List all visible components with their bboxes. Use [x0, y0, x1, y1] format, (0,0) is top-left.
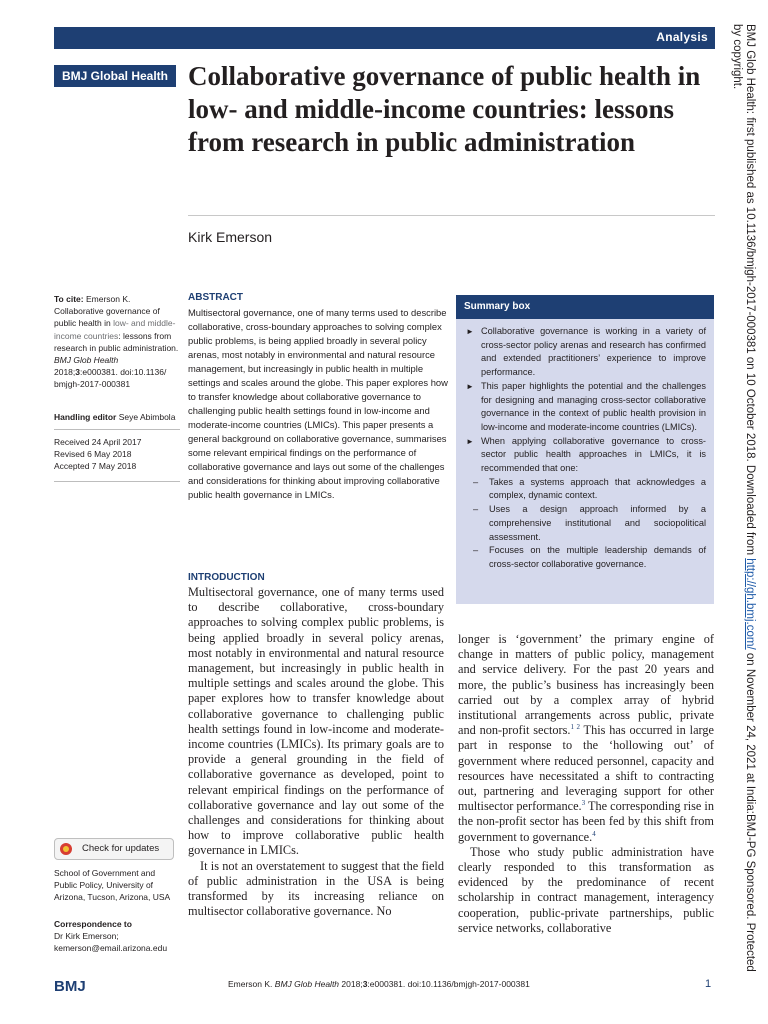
footer-citation: Emerson K. BMJ Glob Health 2018;3:e000381. doi:10.1136/bmjgh-2017-000381 [228, 979, 530, 989]
body-column-right [458, 632, 714, 936]
download-notice: BMJ Glob Health: first published as 10.1136/bmjgh-2017-000381 on 10 October 2018. Downloaded from http://gh.bmj.com/ on November 24, 2021 at India:BMJ-PG Sponsored. Protected by copyright. [731, 24, 756, 972]
bmj-logo: BMJ [54, 978, 86, 995]
intro-paragraph: It is not an overstatement to suggest that the field of public administration in the USA is being transformed by its increasing reliance on multisector collaborative governance. No [188, 858, 444, 919]
handling-name: Seye Abimbola [118, 412, 176, 422]
section-label: Analysis [656, 30, 708, 44]
affiliation: School of Government and Public Policy, University of Arizona, Tucson, Arizona, USA [54, 868, 171, 903]
reference-link[interactable]: 1 2 [570, 723, 580, 732]
article-title: Collaborative governance of public health in low- and middle-income countries: lessons from research in public administration [188, 61, 701, 157]
summary-subitem: – Focuses on the multiple leadership demands of cross-sector collaborative governance. [473, 545, 706, 569]
summary-item: ► This paper highlights the potential and the challenges for designing and managing cross-sector collaborative governance in the context of public health provision in low-income and moderate-income countries (LMICs). [466, 380, 706, 432]
journal-logo: BMJ Global Health [54, 65, 176, 87]
arrow-bullet-icon: ► [466, 381, 474, 391]
revised-date: Revised 6 May 2018 [54, 449, 132, 460]
section-banner [54, 27, 715, 49]
intro-paragraph: Multisectoral governance, one of many terms used to describe collaborative, cross-boundary approaches to solving complex public problems, is being applied broadly in several policy arenas, most notably in environmental and natural resource management, but increasingly in public health in multiple settings and scales around the globe. This paper explores how to transfer knowledge about collaborative governance to challenging public health settings found in low-income and moderate-income countries (LMICs). Its primary goals are to provide a general grounding in the field of collaborative governance as developed, point to relevant empirical findings on the performance of collaborative governance and lay out some of the challenges and considerations for thinking about how to improve collaborative public health governance in LMICs. [188, 585, 444, 858]
cite-text-3: 2018; [54, 367, 76, 378]
summary-item: ► Collaborative governance is working in a variety of cross-sector policy arenas and research has confirmed and extended practitioners’ experience to improve performance. [466, 326, 706, 378]
title-divider [188, 215, 715, 216]
arrow-bullet-icon: ► [466, 436, 474, 446]
summary-subitem: – Takes a systems approach that acknowledges a complex, dynamic context. [473, 476, 706, 501]
body-column-left [188, 585, 444, 919]
intro-paragraph: Those who study public administration have clearly responded to this transformation as evidenced by the predominance of recent scholarship in contract management, interagency cooperation, public-private partnerships, public service networks, collaborative [458, 844, 714, 935]
accepted-date: Accepted 7 May 2018 [54, 461, 137, 472]
reference-link[interactable]: 4 [592, 829, 596, 838]
handling-editor [54, 411, 180, 423]
journal-url-link[interactable]: http://gh.bmj.com/ [744, 558, 756, 650]
correspondence-block [54, 918, 180, 955]
abstract-heading: ABSTRACT [188, 292, 243, 303]
arrow-bullet-icon: ► [466, 327, 474, 336]
abstract-text: Multisectoral governance, one of many terms used to describe collaborative, cross-boundary approaches to solving complex public problems, is being applied broadly in several policy arenas, most notably in environmental and natural resource management, but increasingly in public health in multiple settings and scales around the globe. This paper explores how to transfer knowledge about collaborative governance to challenging public health settings found in low-income and moderate-income countries (LMICs). This paper presents a general background on collaborative governance, summarises some relevant empirical findings on the performance of collaborative governance and lays out some of the challenges and considerations for thinking about improving collaborative public health governance in LMICs. [188, 307, 448, 500]
summary-list [456, 319, 714, 572]
citation-block [54, 293, 180, 391]
intro-paragraph: longer is ‘government’ the primary engine of change in matters of public policy, management and service delivery. For the past 20 years and more, the public’s business has increasingly been carried out by a complex array of hybrid institutional arrangements across public, private and non-profit sectors.$^{1 2}$ This has occurred in large part in response to the ‘hollowing out’ of government where reduced personnel, capacity and resources have necessitated a shift to contracting out, partnering and leveraging support for other multisector performance.$^3$ The corresponding rise in the non-profit sector has been fed by this shift from government to governance.$^4$ [458, 632, 714, 844]
summary-box-heading: Summary box [456, 295, 714, 319]
summary-subitem: – Uses a design approach informed by a comprehensive institutional and sociopolitical assessment. [473, 504, 706, 542]
cite-label: To cite: [54, 294, 84, 304]
page-number: 1 [705, 978, 712, 990]
sidebar-divider [54, 429, 180, 430]
introduction-heading: INTRODUCTION [188, 572, 265, 583]
correspondence-label: Correspondence to [54, 919, 132, 929]
cite-text-2: : lessons from research in public administration. [54, 330, 179, 353]
check-for-updates-label: Check for updates [82, 843, 160, 854]
check-for-updates-button[interactable] [54, 838, 174, 860]
article-author: Kirk Emerson [188, 229, 273, 245]
crossmark-icon [60, 843, 72, 855]
received-date: Received 24 April 2017 [54, 437, 142, 447]
summary-box [456, 295, 714, 604]
summary-item: ► When applying collaborative governance to cross-sector public health approaches in LMICs, it is recommended that one: [466, 435, 706, 474]
correspondence-name: Dr Kirk Emerson; [54, 931, 119, 942]
cite-text-1: Emerson K. Collaborative governance of public health in [54, 294, 160, 329]
sidebar-divider [54, 481, 180, 482]
cite-journal: BMJ Glob Health [54, 355, 119, 366]
handling-label: Handling editor [54, 412, 117, 422]
dates-block [54, 436, 180, 473]
cite-text-4: :e000381. doi:10.1136/ bmjgh-2017-000381 [54, 367, 167, 390]
correspondence-email[interactable]: kemerson@email.arizona.edu [54, 943, 168, 954]
reference-link[interactable]: 3 [581, 799, 586, 808]
cite-volume: 3 [75, 367, 81, 378]
cite-text-muted: low- and middle-income countries [54, 318, 176, 341]
